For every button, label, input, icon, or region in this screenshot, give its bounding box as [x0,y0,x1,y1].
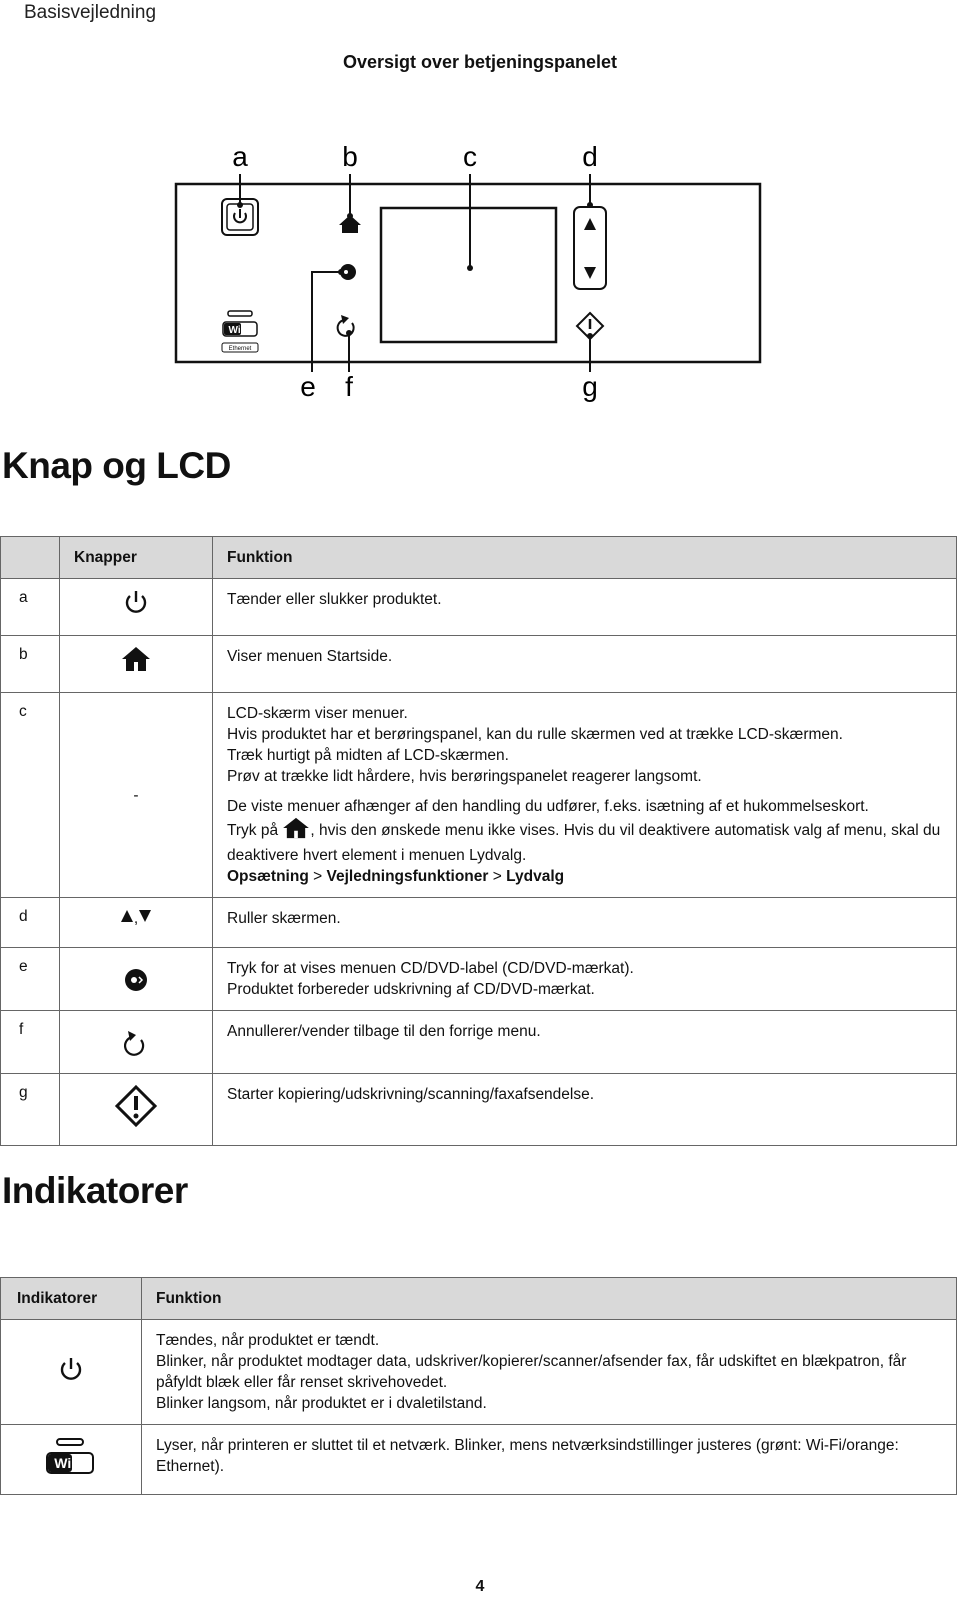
header-buttons: Knapper [60,537,213,579]
row-letter: g [1,1074,60,1146]
panel-power-button [222,199,258,235]
row-letter: f [1,1011,60,1074]
up-down-arrows-icon [60,898,213,948]
panel-cd-button [340,264,356,280]
table-row [1,1074,957,1146]
row-function-line: LCD-skærm viser menuer. [227,705,408,722]
indicators-table [0,1277,957,1495]
menu-path [227,866,942,887]
row-function-line: Tændes, når produktet er tændt. [156,1332,380,1349]
table-row [1,1011,957,1074]
callout-a: a [232,141,248,172]
callout-f: f [345,371,353,402]
row-function-line: Blinker, når produktet modtager data, udskriver/kopierer/scanner/afsender fax, får udskiftet en blækpatron, får påfyldt blæk eller får renset skrivehovedet. [156,1353,907,1391]
home-note-pre: Tryk på [227,822,279,839]
callout-g: g [582,371,598,402]
row-function-line: Træk hurtigt på midten af LCD-skærmen. [227,747,509,764]
callout-c: c [463,141,477,172]
row-function: Annullerer/vender tilbage til den forrige menu. [227,1023,541,1040]
header-empty [1,537,60,579]
row-letter: a [1,579,60,636]
arrows-separator: , [133,910,139,927]
row-function-line: Produktet forbereder udskrivning af CD/DVD-mærkat. [227,981,595,998]
panel-overview-title: Oversigt over betjeningspanelet [342,52,618,72]
row-letter: e [1,948,60,1011]
panel-wifi-text: WiFi [228,325,250,336]
page-number: 4 [475,1578,485,1595]
row-function-line: Blinker langsom, når produktet er i dvaletilstand. [156,1395,487,1412]
menu-path-sep: > [313,868,323,885]
panel-wifi-indicator [222,311,258,352]
cd-dvd-icon [60,948,213,1011]
row-function-line: Prøv at trække lidt hårdere, hvis berøringspanelet reagerer langsomt. [227,768,702,785]
row-letter: c [1,693,60,898]
start-icon [60,1074,213,1146]
panel-scroll-buttons [574,207,606,289]
header-function: Funktion [213,537,957,579]
header-indicators: Indikatorer [1,1278,142,1320]
row-function-note: De viste menuer afhænger af den handling du udfører, f.eks. isætning af et hukommelseskort. [227,798,869,815]
row-function-line: Tryk for at vises menuen CD/DVD-label (CD/DVD-mærkat). [227,960,634,977]
row-function: Lyser, når printeren er sluttet til et netværk. Blinker, mens netværksindstillinger justeres (grønt: Wi-Fi/orange: Ethernet). [156,1437,899,1475]
wifi-indicator-text: WiFi [54,1454,84,1471]
row-function-home-note [227,817,942,866]
row-function: Ruller skærmen. [227,910,341,927]
row-letter: b [1,636,60,693]
table-row [1,636,957,693]
callout-d: d [582,141,598,172]
callout-e: e [300,371,316,402]
section-title-buttons-lcd: Knap og LCD [2,445,231,486]
table-row [1,948,957,1011]
menu-path-3: Lydvalg [506,868,565,885]
callout-b: b [342,141,358,172]
menu-path-sep: > [492,868,502,885]
table-row [1,1425,957,1495]
menu-path-1: Opsætning [227,868,309,885]
panel-home-button [339,215,361,233]
header-label: Basisvejledning [24,2,157,23]
table-row [1,1320,957,1425]
table-row [1,898,957,948]
back-icon [60,1011,213,1074]
section-title-indicators: Indikatorer [2,1170,188,1211]
power-icon [1,1320,142,1425]
table-row [1,693,957,898]
header-function: Funktion [142,1278,957,1320]
control-panel-diagram [0,0,960,410]
home-icon [282,817,310,845]
row-letter: d [1,898,60,948]
row-icon-text: - [60,693,213,898]
panel-lcd-screen [381,208,556,342]
row-function: Starter kopiering/udskrivning/scanning/faxafsendelse. [227,1086,595,1103]
buttons-table [0,536,957,1146]
home-icon [60,636,213,693]
home-note-post: , hvis den ønskede menu ikke vises. Hvis du vil deaktivere automatisk valg af menu, skal du deaktivere hvert element i menuen Lydvalg. [227,822,941,864]
row-function: Viser menuen Startside. [227,648,393,665]
power-icon [60,579,213,636]
table-row [1,579,957,636]
row-function-line: Hvis produktet har et berøringspanel, kan du rulle skærmen ved at trække LCD-skærmen. [227,726,843,743]
row-function: Tænder eller slukker produktet. [227,591,442,608]
menu-path-2: Vejledningsfunktioner [326,868,489,885]
panel-ethernet-text: Ethernet [228,346,252,352]
wifi-indicator-icon [1,1425,142,1495]
panel-back-button [338,315,354,336]
